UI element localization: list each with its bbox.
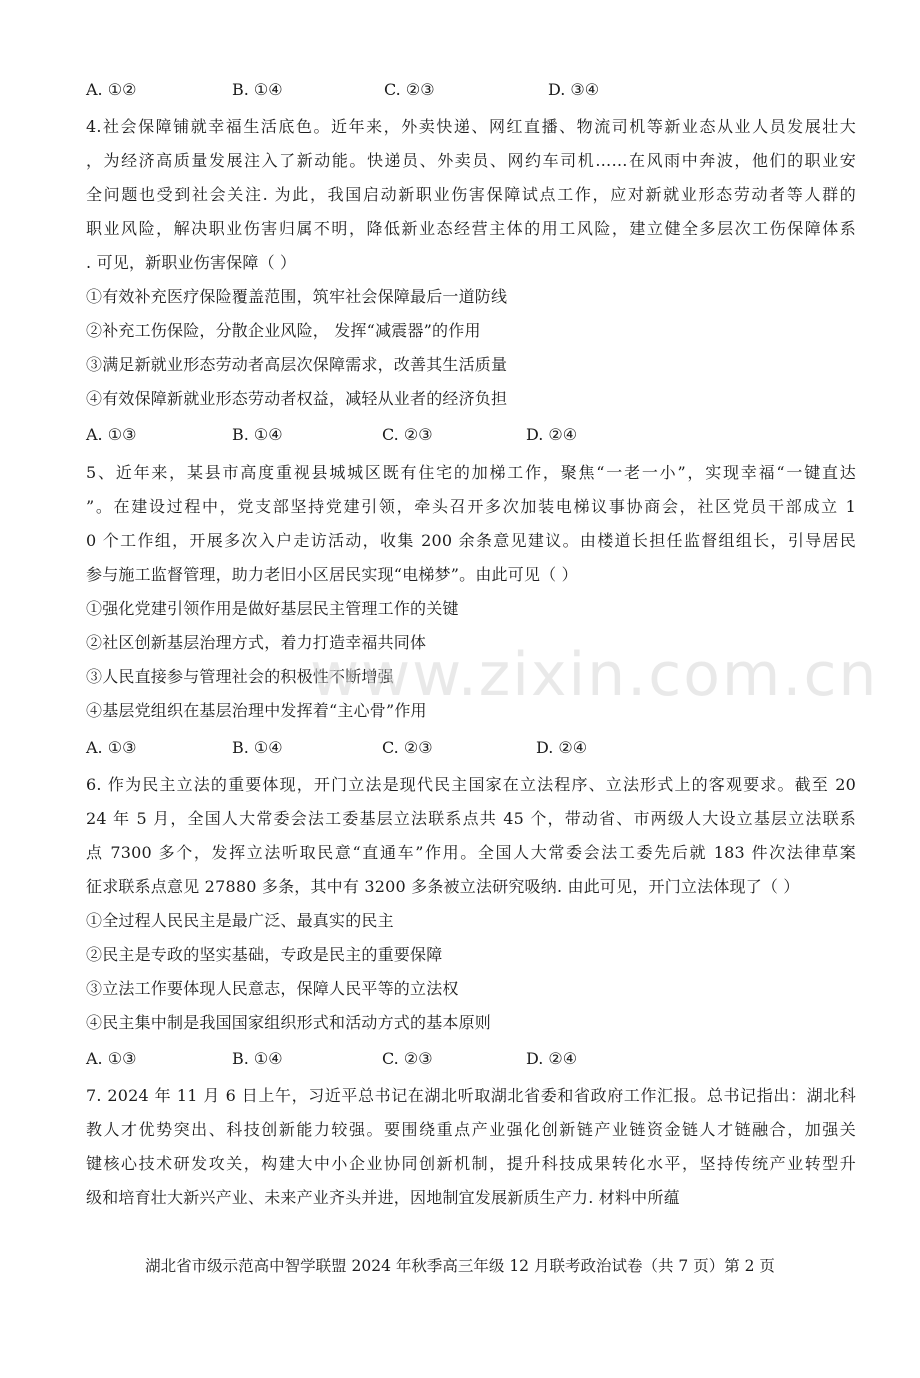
q5-stem-line: 5、近年来，某县市高度重视县城城区既有住宅的加梯工作，聚焦“一老一小”，实现幸福“一键直达 <box>86 463 856 482</box>
q4-item-2: ②补充工伤保险，分散企业风险， 发挥“减震器”的作用 <box>86 321 481 340</box>
q4-option-b: B. ①④ <box>232 425 283 444</box>
q6-stem-line: 6. 作为民主立法的重要体现，开门立法是现代民主国家在立法程序、立法形式上的客观要求。截至 20 <box>86 775 856 794</box>
q5-option-c: C. ②③ <box>382 738 433 757</box>
q5-options <box>86 737 706 759</box>
q6-options <box>86 1048 706 1070</box>
q4-stem-line: 职业风险，解决职业伤害归属不明，降低新业态经营主体的用工风险，建立健全多层次工伤保障体系 <box>86 219 856 238</box>
q7-stem-line: 级和培育壮大新兴产业、未来产业齐头并进，因地制宜发展新质生产力. 材料中所蕴 <box>86 1188 680 1207</box>
q5-option-d: D. ②④ <box>536 738 588 757</box>
q6-item-2: ②民主是专政的坚实基础，专政是民主的重要保障 <box>86 945 443 964</box>
q3-options <box>86 79 706 101</box>
q4-options <box>86 424 706 446</box>
q4-option-c: C. ②③ <box>382 425 433 444</box>
page-footer: 湖北省市级示范高中智学联盟 2024 年秋季高三年级 12 月联考政治试卷（共 7 页）第 2 页 <box>145 1257 775 1275</box>
q6-item-4: ④民主集中制是我国国家组织形式和活动方式的基本原则 <box>86 1013 492 1032</box>
q6-option-b: B. ①④ <box>232 1049 283 1068</box>
q7-stem-line: 教人才优势突出、科技创新能力较强。要围绕重点产业强化创新链产业链资金链人才链融合，加强关 <box>86 1120 856 1139</box>
q6-option-a: A. ①③ <box>86 1049 137 1068</box>
q4-option-a: A. ①③ <box>86 425 137 444</box>
q4-stem-line: 全问题也受到社会关注. 为此，我国启动新职业伤害保障试点工作，应对新就业形态劳动者等人群的 <box>86 185 856 204</box>
q4-item-4: ④有效保障新就业形态劳动者权益，减轻从业者的经济负担 <box>86 389 508 408</box>
q4-option-d: D. ②④ <box>526 425 578 444</box>
q4-stem-line: 4.社会保障铺就幸福生活底色。近年来，外卖快递、网红直播、物流司机等新业态从业人员发展壮大 <box>86 117 856 136</box>
q3-option-b: B. ①④ <box>232 80 283 99</box>
q5-option-b: B. ①④ <box>232 738 283 757</box>
q6-stem-line: 点 7300 多个，发挥立法听取民意“直通车”作用。全国人大常委会法工委先后就 183 件次法律草案 <box>86 843 856 862</box>
q3-option-d: D. ③④ <box>548 80 600 99</box>
q6-option-d: D. ②④ <box>526 1049 578 1068</box>
q3-option-c: C. ②③ <box>384 80 435 99</box>
q6-item-3: ③立法工作要体现人民意志，保障人民平等的立法权 <box>86 979 459 998</box>
q6-stem-line: 24 年 5 月，全国人大常委会法工委基层立法联系点共 45 个，带动省、市两级人大设立基层立法联系 <box>86 809 856 828</box>
q7-stem-line: 7. 2024 年 11 月 6 日上午，习近平总书记在湖北听取湖北省委和省政府工作汇报。总书记指出：湖北科 <box>86 1086 856 1105</box>
q5-stem-line: ”。在建设过程中，党支部坚持党建引领，牵头召开多次加装电梯议事协商会，社区党员干部成立 1 <box>86 497 856 516</box>
q4-stem-line: ，为经济高质量发展注入了新动能。快递员、外卖员、网约车司机……在风雨中奔波，他们的职业安 <box>86 151 856 170</box>
q4-stem-line: . 可见，新职业伤害保障（ ） <box>86 253 297 272</box>
q6-option-c: C. ②③ <box>382 1049 433 1068</box>
q5-option-a: A. ①③ <box>86 738 137 757</box>
q6-stem-line: 征求联系点意见 27880 多条，其中有 3200 多条被立法研究吸纳. 由此可见，开门立法体现了（ ） <box>86 877 800 896</box>
q5-stem-line: 参与施工监督管理，助力老旧小区居民实现“电梯梦”。由此可见（ ） <box>86 565 578 584</box>
q5-item-3: ③人民直接参与管理社会的积极性不断增强 <box>86 667 394 686</box>
q5-item-2: ②社区创新基层治理方式，着力打造幸福共同体 <box>86 633 427 652</box>
q5-item-1: ①强化党建引领作用是做好基层民主管理工作的关键 <box>86 599 459 618</box>
q4-item-3: ③满足新就业形态劳动者高层次保障需求，改善其生活质量 <box>86 355 508 374</box>
q5-item-4: ④基层党组织在基层治理中发挥着“主心骨”作用 <box>86 701 427 720</box>
q4-item-1: ①有效补充医疗保险覆盖范围，筑牢社会保障最后一道防线 <box>86 287 508 306</box>
q3-option-a: A. ①② <box>86 80 137 99</box>
q7-stem-line: 键核心技术研发攻关，构建大中小企业协同创新机制，提升科技成果转化水平，坚持传统产业转型升 <box>86 1154 856 1173</box>
watermark: www.zixin.com.cn <box>310 640 879 710</box>
q6-item-1: ①全过程人民民主是最广泛、最真实的民主 <box>86 911 394 930</box>
q5-stem-line: 0 个工作组，开展多次入户走访活动，收集 200 余条意见建议。由楼道长担任监督组组长，引导居民 <box>86 531 856 550</box>
